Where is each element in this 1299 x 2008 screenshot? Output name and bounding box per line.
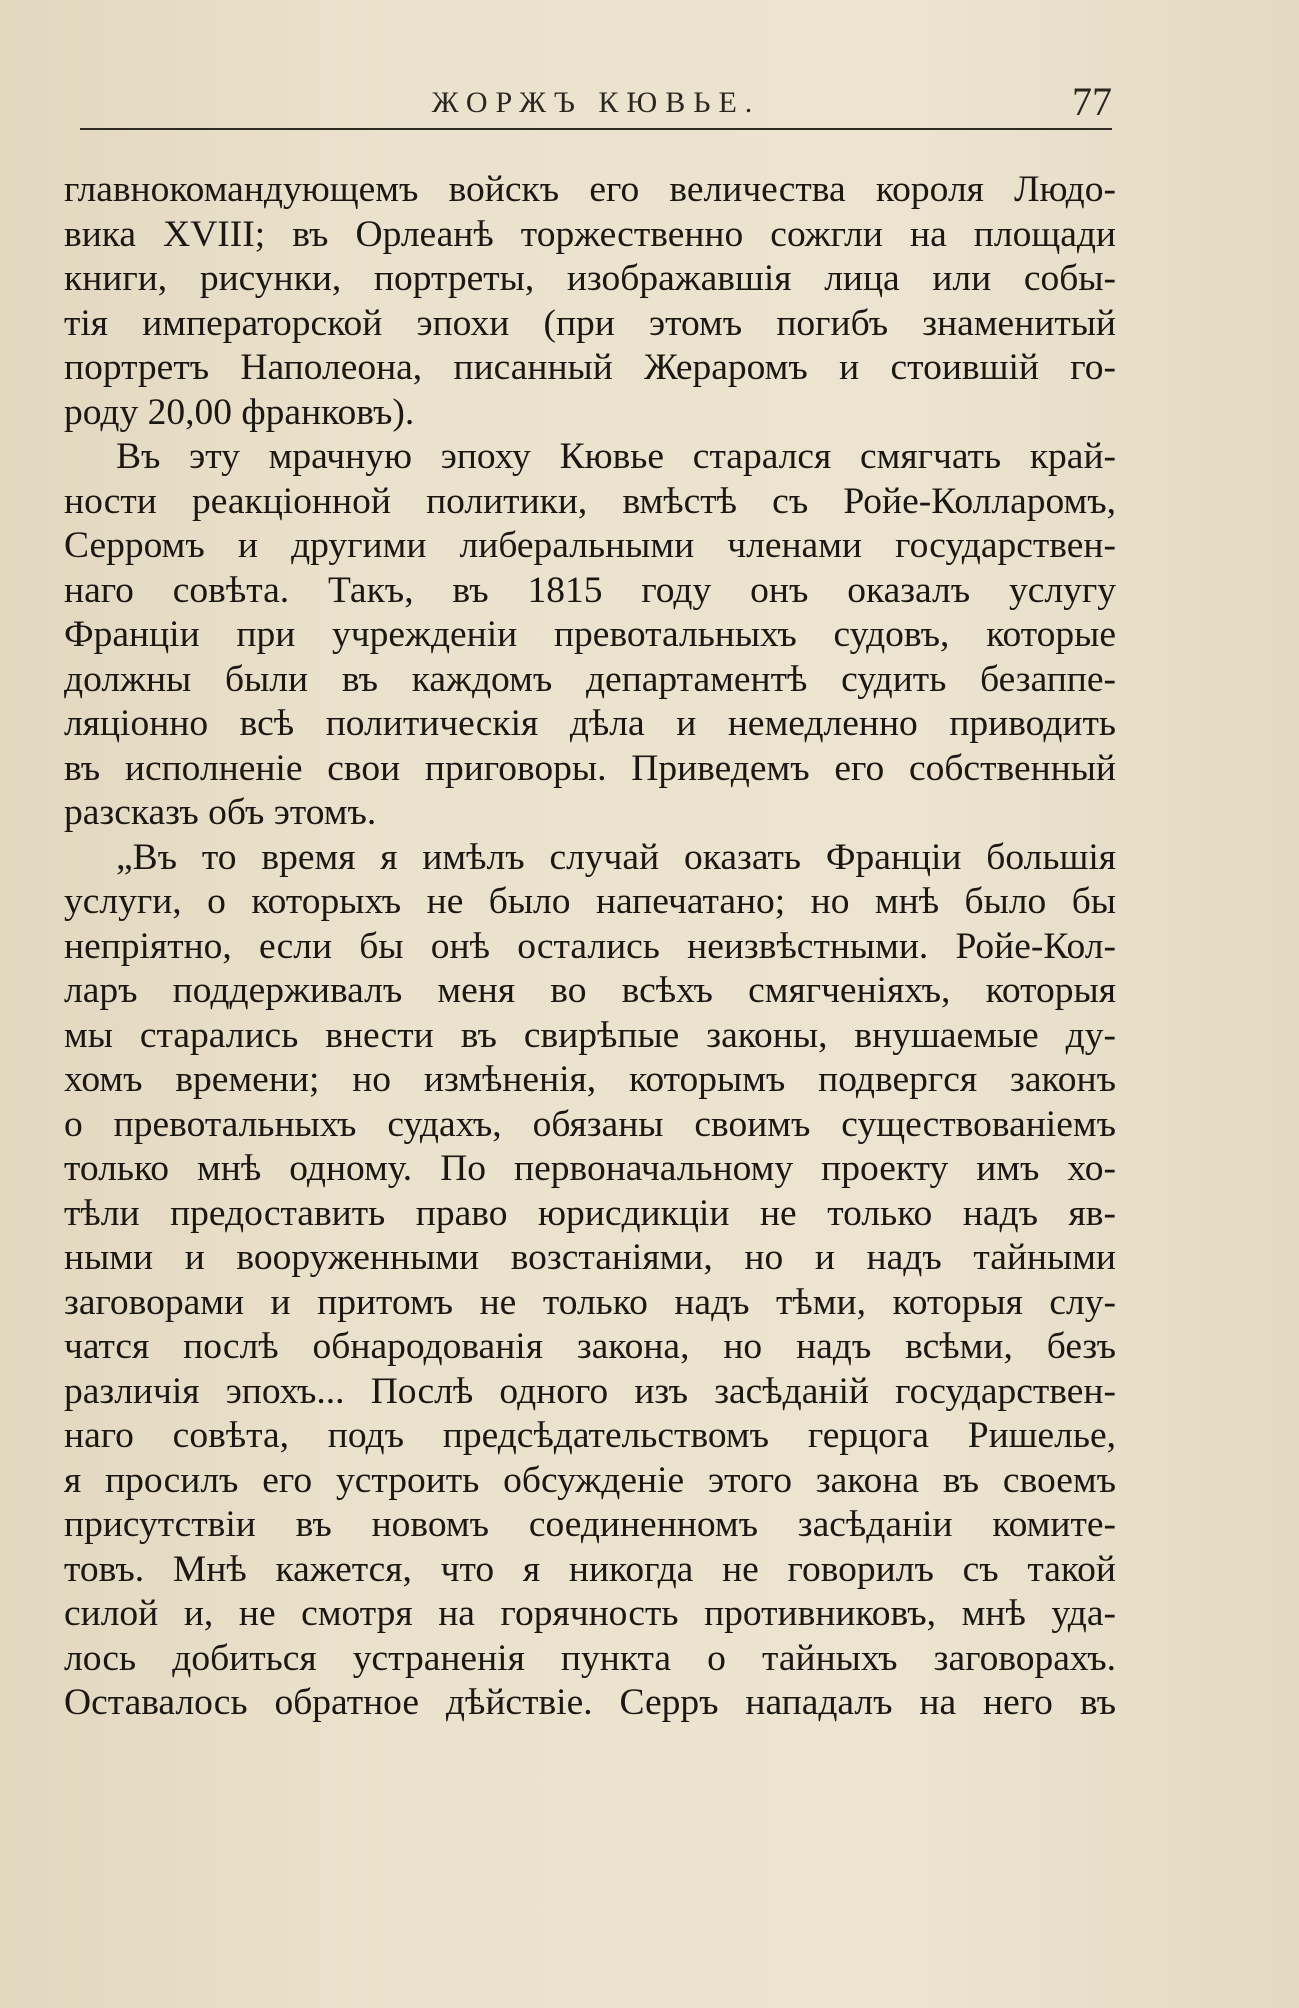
text-line: должны были въ каждомъ департаментѣ судить безаппе- (64, 658, 1116, 700)
text-line: лось добиться устраненія пункта о тайныхъ заговорахъ. (64, 1637, 1116, 1679)
text-line: въ исполненіе свои приговоры. Приведемъ его собственный (64, 747, 1116, 789)
text-line: Серромъ и другими либеральными членами государствен- (64, 525, 1116, 566)
text-line: чатся послѣ обнародованія закона, но надъ всѣми, безъ (64, 1326, 1116, 1367)
text-line: ными и вооруженными возстаніями, но и надъ тайными (64, 1237, 1116, 1278)
text-line: роду 20,00 франковъ). (64, 391, 415, 433)
header-rule (80, 128, 1112, 130)
text-line: заговорами и притомъ не только надъ тѣми, которыя слу- (64, 1281, 1116, 1323)
text-line: портретъ Наполеона, писанный Жераромъ и стоившій го- (64, 347, 1116, 388)
body-text (64, 168, 1116, 1726)
text-line: мы старались внести въ свирѣпые законы, внушаемые ду- (64, 1014, 1116, 1056)
text-line: наго совѣта, подъ предсѣдательствомъ герцога Ришелье, (64, 1415, 1116, 1456)
text-line: я просилъ его устроить обсужденіе этого закона въ своемъ (64, 1459, 1116, 1501)
text-line: вика XVIII; въ Орлеанѣ торжественно сожгли на площади (64, 213, 1116, 255)
text-line: непріятно, если бы онѣ остались неизвѣстными. Ройе-Кол- (64, 925, 1116, 967)
text-line: наго совѣта. Такъ, въ 1815 году онъ оказалъ услугу (64, 569, 1116, 611)
text-line: книги, рисунки, портреты, изображавшія лица или собы- (64, 258, 1116, 299)
text-line: разсказъ объ этомъ. (64, 792, 377, 833)
page-number: 77 (1072, 79, 1112, 124)
text-line: ности реакціонной политики, вмѣстѣ съ Ройе-Колларомъ, (64, 480, 1116, 522)
text-line: тія императорской эпохи (при этомъ погибъ знаменитый (64, 302, 1116, 344)
text-line: ларъ поддерживалъ меня во всѣхъ смягченіяхъ, которыя (64, 970, 1116, 1011)
text-line: услуги, о которыхъ не было напечатано; но мнѣ было бы (64, 881, 1116, 922)
running-title: ЖОРЖЪ КЮВЬЕ. (431, 86, 761, 119)
running-head (80, 78, 1112, 130)
text-line: Въ эту мрачную эпоху Кювье старался смягчать край- (116, 436, 1116, 477)
text-line: Оставалось обратное дѣйствіе. Серръ нападалъ на него въ (64, 1682, 1116, 1723)
text-line: о превотальныхъ судахъ, обязаны своимъ существованіемъ (64, 1103, 1116, 1145)
text-line: присутствіи въ новомъ соединенномъ засѣданіи комите- (64, 1504, 1116, 1545)
text-line: силой и, не смотря на горячность противниковъ, мнѣ уда- (64, 1593, 1116, 1634)
text-line: тѣли предоставить право юрисдикціи не только надъ яв- (64, 1192, 1116, 1234)
text-line: только мнѣ одному. По первоначальному проекту имъ хо- (64, 1148, 1116, 1189)
text-line: главнокомандующемъ войскъ его величества короля Людо- (64, 169, 1116, 210)
text-line: ляціонно всѣ политическія дѣла и немедленно приводить (64, 703, 1116, 744)
text-line: хомъ времени; но измѣненія, которымъ подвергся законъ (64, 1059, 1116, 1100)
text-line: „Въ то время я имѣлъ случай оказать Франціи большія (116, 836, 1116, 878)
text-line: Франціи при учрежденіи превотальныхъ судовъ, которые (64, 614, 1116, 655)
text-line: различія эпохъ... Послѣ одного изъ засѣданій государствен- (64, 1370, 1116, 1412)
text-line: товъ. Мнѣ кажется, что я никогда не говорилъ съ такой (64, 1548, 1116, 1590)
